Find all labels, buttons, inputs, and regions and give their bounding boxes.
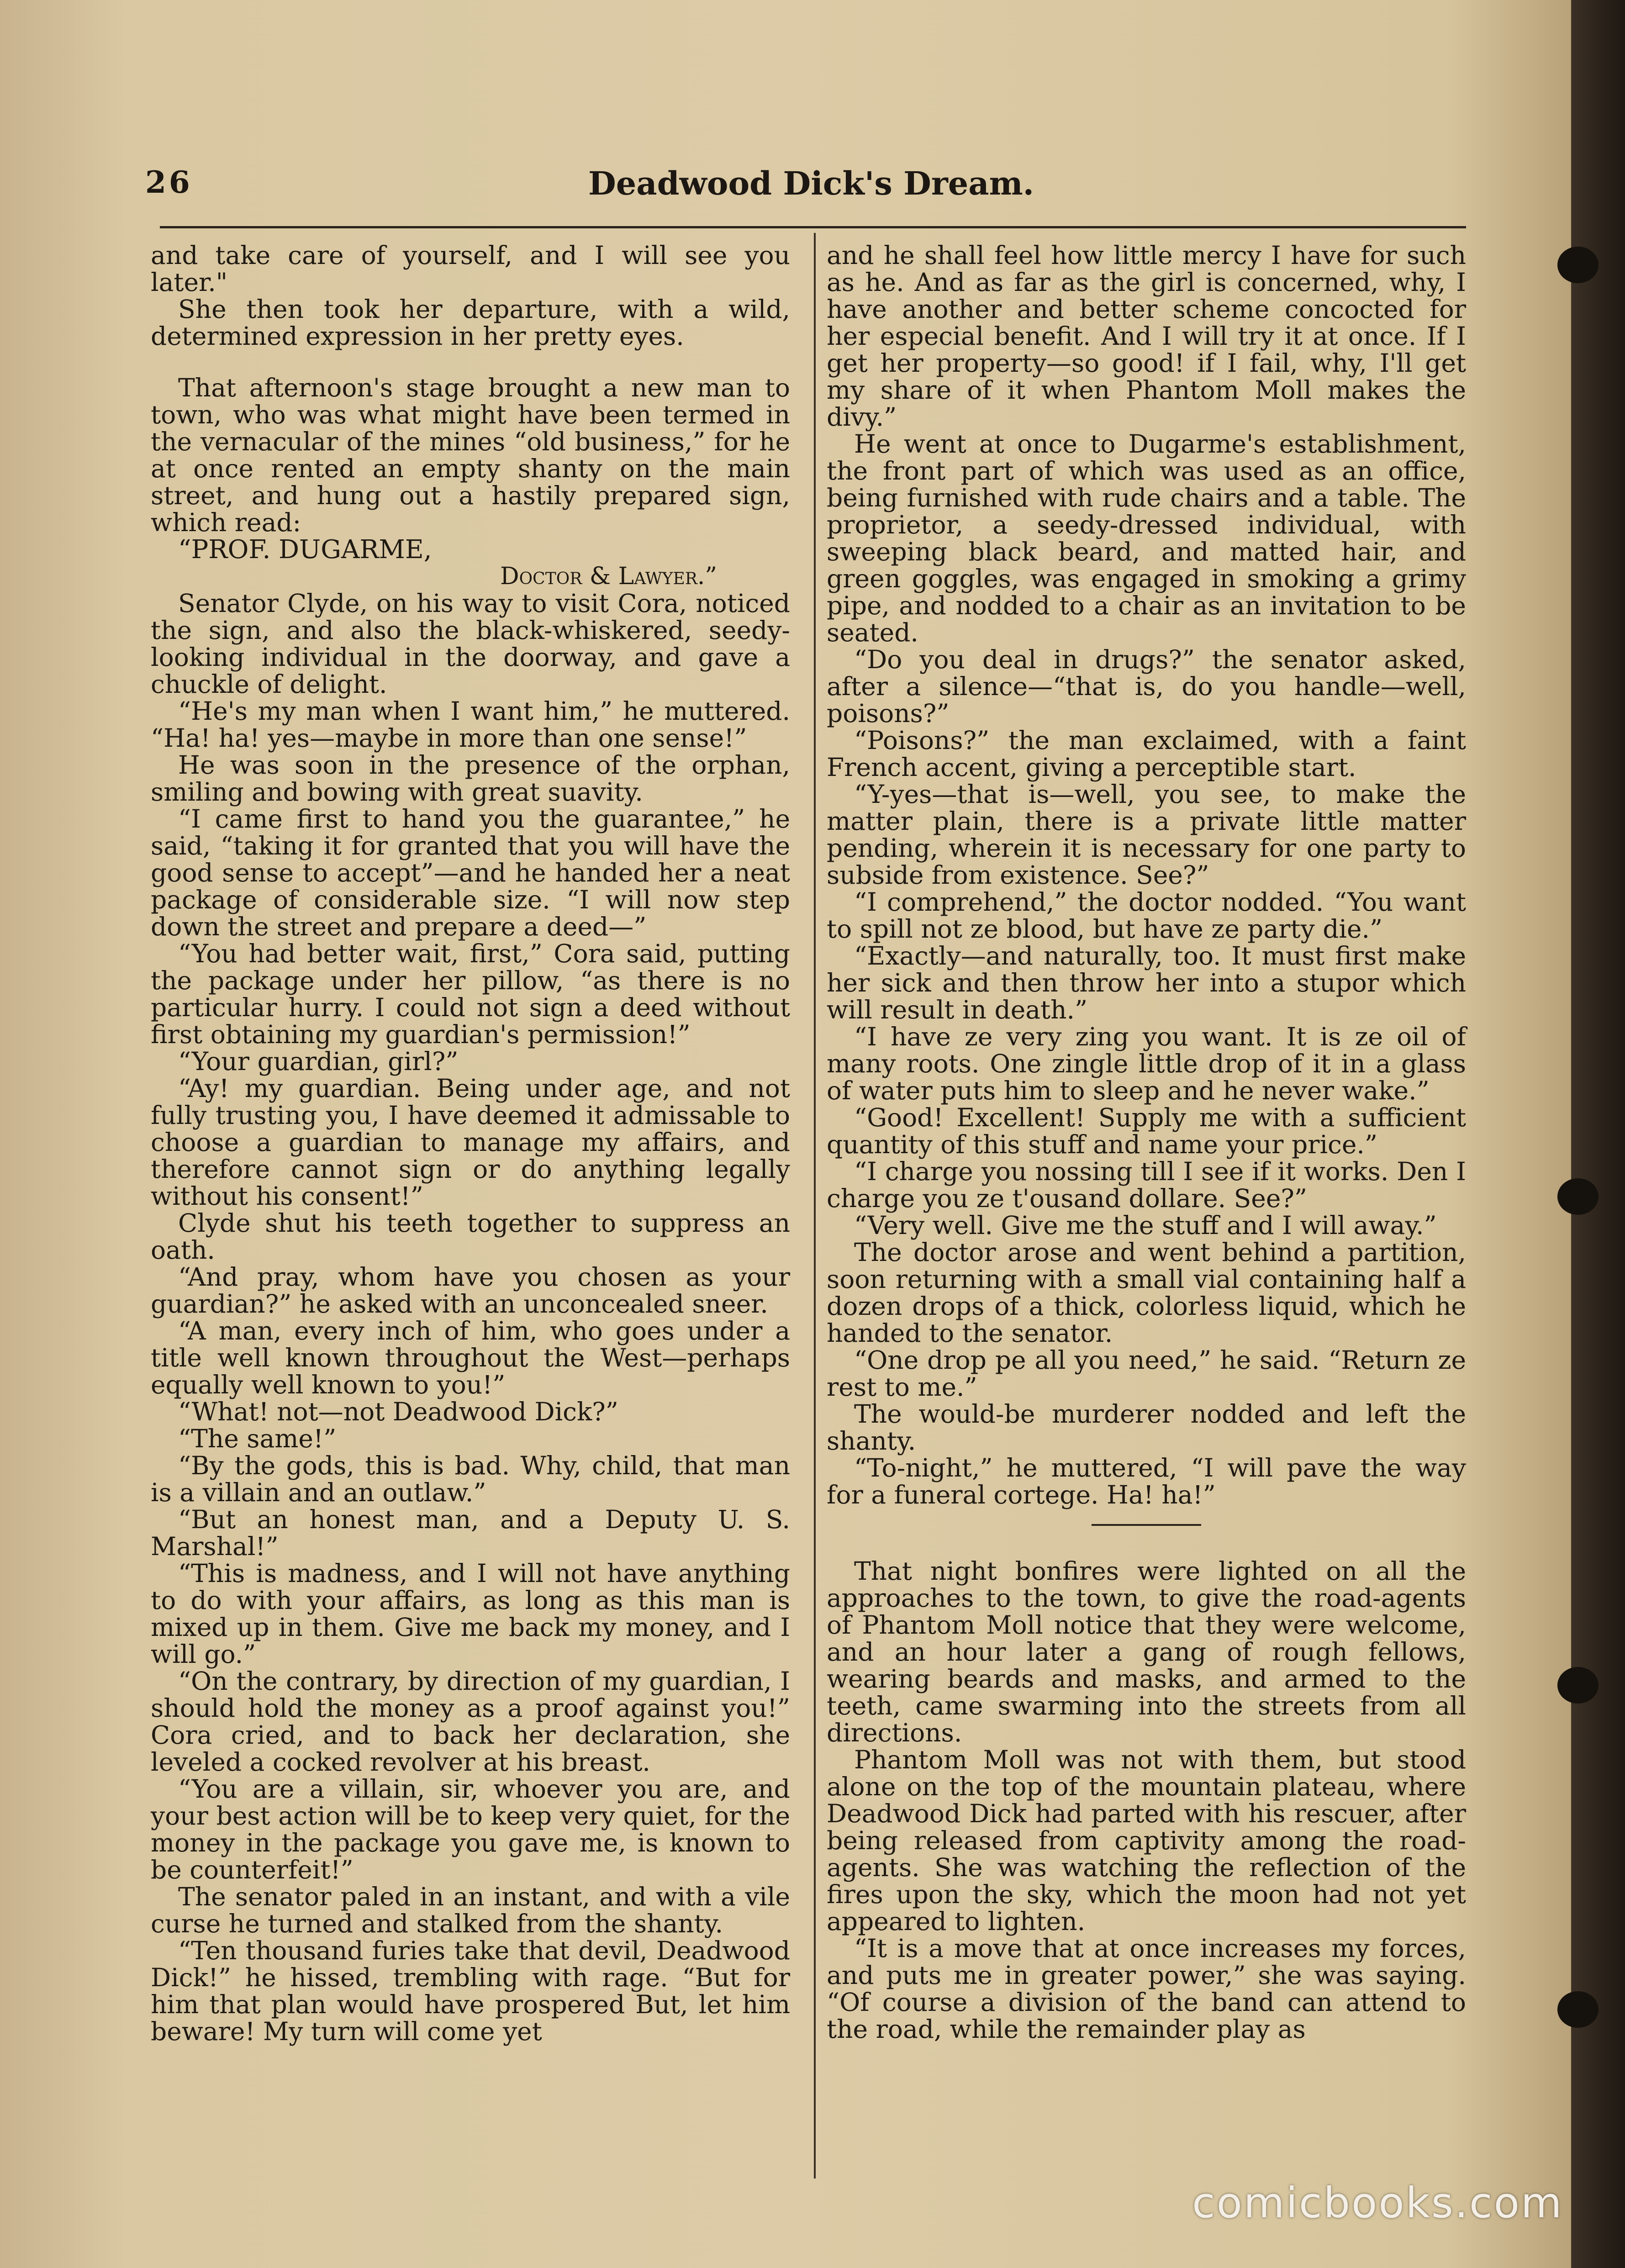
paragraph: “And pray, whom have you chosen as your guardian?” he asked with an unconcealed sneer. — [151, 1262, 790, 1319]
paragraph: “I charge you nossing till I see if it works. Den I charge you ze t'ousand dollare. See?” — [827, 1157, 1466, 1213]
binding-edge — [1571, 0, 1625, 2268]
paragraph: “He's my man when I want him,” he muttered. “Ha! ha! yes—maybe in more than one sense!” — [151, 696, 790, 753]
paragraph: The doctor arose and went behind a partition, soon returning with a small vial containing half a dozen drops of a thick, colorless liquid, which he handed to the senator. — [827, 1238, 1466, 1348]
paragraph: Clyde shut his teeth together to suppress an oath. — [151, 1208, 790, 1265]
binding-hole — [1557, 1178, 1599, 1215]
page-header — [145, 164, 1470, 215]
paragraph: “I came first to hand you the guarantee,” he said, “taking it for granted that you will have the good sense to accept”—and he handed her a neat package of considerable size. “I will now step down the street and prepare a deed—” — [151, 804, 790, 941]
binding-hole — [1557, 1991, 1599, 2028]
paragraph: “Very well. Give me the stuff and I will away.” — [854, 1211, 1437, 1240]
paragraph: and he shall feel how little mercy I have for such as he. And as far as the girl is concerned, why, I have another and better scheme concocted for her especial benefit. And I will try it at once. If I get her property—so good! if I fail, why, I'll get my share of it when Phantom Moll makes the divy.” — [827, 241, 1466, 432]
paragraph: “Good! Excellent! Supply me with a sufficient quantity of this stuff and name your price.” — [827, 1103, 1466, 1159]
paragraph: “Poisons?” the man exclaimed, with a faint French accent, giving a perceptible start. — [827, 726, 1466, 782]
paragraph: “I comprehend,” the doctor nodded. “You want to spill not ze blood, but have ze party die.” — [827, 887, 1466, 944]
paragraph: Senator Clyde, on his way to visit Cora, noticed the sign, and also the black-whiskered, seedy-looking individual in the doorway, and gave a chuckle of delight. — [151, 589, 790, 699]
paragraph: “A man, every inch of him, who goes under a title well known throughout the West—perhaps equally well known to you!” — [151, 1316, 790, 1399]
paragraph: She then took her departure, with a wild, determined expression in her pretty eyes. — [151, 295, 790, 351]
right-column — [827, 242, 1466, 2043]
paragraph: “Do you deal in drugs?” the senator asked, after a silence—“that is, do you handle—well, poisons?” — [827, 645, 1466, 728]
paragraph: “Your guardian, girl?” — [178, 1047, 459, 1076]
paragraph: He went at once to Dugarme's establishment, the front part of which was used as an office, being furnished with rude chairs and a table. The proprietor, a seedy-dressed individual, with sweeping black beard, and matted hair, and green goggles, was engaged in smoking a grimy pipe, and nodded to a chair as an invitation to be seated. — [827, 429, 1466, 647]
paragraph: “By the gods, this is bad. Why, child, that man is a villain and an outlaw.” — [151, 1451, 790, 1507]
paragraph: “It is a move that at once increases my forces, and puts me in greater power,” she was saying. “Of course a division of the band can attend to the road, while the remainder play as — [827, 1934, 1466, 2044]
paragraph: “Exactly—and naturally, too. It must first make her sick and then throw her into a stupor which will result in death.” — [827, 941, 1466, 1024]
column-divider — [814, 233, 816, 2178]
paragraph: Phantom Moll was not with them, but stood alone on the top of the mountain plateau, where Deadwood Dick had parted with his rescuer, after being released from captivity among the road-agents. She was watching the reflection of the fires upon the sky, which the moon had not yet appeared to lighten. — [827, 1745, 1466, 1936]
left-column — [151, 242, 790, 2045]
binding-hole — [1557, 247, 1599, 283]
page-number: 26 — [145, 164, 193, 200]
section-break-rule — [1092, 1524, 1201, 1526]
paragraph: “But an honest man, and a Deputy U. S. Marshal!” — [151, 1505, 790, 1561]
header-rule — [160, 226, 1466, 228]
paragraph: “Ten thousand furies take that devil, Deadwood Dick!” he hissed, trembling with rage. “But for him that plan would have prospered But, let him beware! My turn will come yet — [151, 1936, 790, 2046]
paragraph: The would-be murderer nodded and left the shanty. — [827, 1399, 1466, 1456]
paragraph: The senator paled in an instant, and with a vile curse he turned and stalked from the shanty. — [151, 1882, 790, 1938]
site-watermark: comicbooks.com — [1192, 2178, 1563, 2227]
paragraph: He was soon in the presence of the orphan, smiling and bowing with great suavity. — [151, 750, 790, 807]
paragraph: “You are a villain, sir, whoever you are, and your best action will be to keep very quiet, for the money in the package you gave me, is known to be counterfeit!” — [151, 1774, 790, 1884]
paragraph: That afternoon's stage brought a new man to town, who was what might have been termed in the vernacular of the mines “old business,” for he at once rented an empty shanty on the main street, and hung out a hastily prepared sign, which read: — [151, 373, 790, 537]
paragraph: and take care of yourself, and I will see you later." — [151, 241, 790, 297]
sign-line-title: Doctor & Lawyer.” — [500, 563, 717, 590]
binding-hole — [1557, 1667, 1599, 1704]
sign-line-name: “PROF. DUGARME, — [178, 535, 432, 564]
paragraph: “Ay! my guardian. Being under age, and not fully trusting you, I have deemed it admissable to choose a guardian to manage my affairs, and therefore cannot sign or do anything legally without his consent!” — [151, 1074, 790, 1211]
paragraph: “You had better wait, first,” Cora said, putting the package under her pillow, “as there is no particular hurry. I could not sign a deed without first obtaining my guardian's permission!” — [151, 939, 790, 1049]
paragraph: “The same!” — [178, 1424, 337, 1453]
paragraph: That night bonfires were lighted on all the approaches to the town, to give the road-agents of Phantom Moll notice that they were welcome, and an hour later a gang of rough fellows, wearing beards and masks, and armed to the teeth, came swarming into the streets from all directions. — [827, 1556, 1466, 1747]
paragraph: “I have ze very zing you want. It is ze oil of many roots. One zingle little drop of it in a glass of water puts him to sleep and he never wake.” — [827, 1022, 1466, 1105]
running-title: Deadwood Dick's Dream. — [588, 164, 1034, 202]
paragraph: “On the contrary, by direction of my guardian, I should hold the money as a proof against you!” Cora cried, and to back her declaration, she leveled a cocked revolver at his breast. — [151, 1667, 790, 1777]
paragraph: “To-night,” he muttered, “I will pave the way for a funeral cortege. Ha! ha!” — [827, 1453, 1466, 1509]
paragraph: “One drop pe all you need,” he said. “Return ze rest to me.” — [827, 1345, 1466, 1402]
paragraph: “What! not—not Deadwood Dick?” — [178, 1397, 618, 1426]
paragraph: “Y-yes—that is—well, you see, to make the matter plain, there is a private little matter pending, wherein it is necessary for one party to subside from existence. See?” — [827, 780, 1466, 890]
paragraph: “This is madness, and I will not have anything to do with your affairs, as long as this man is mixed up in them. Give me back my money, and I will go.” — [151, 1559, 790, 1669]
